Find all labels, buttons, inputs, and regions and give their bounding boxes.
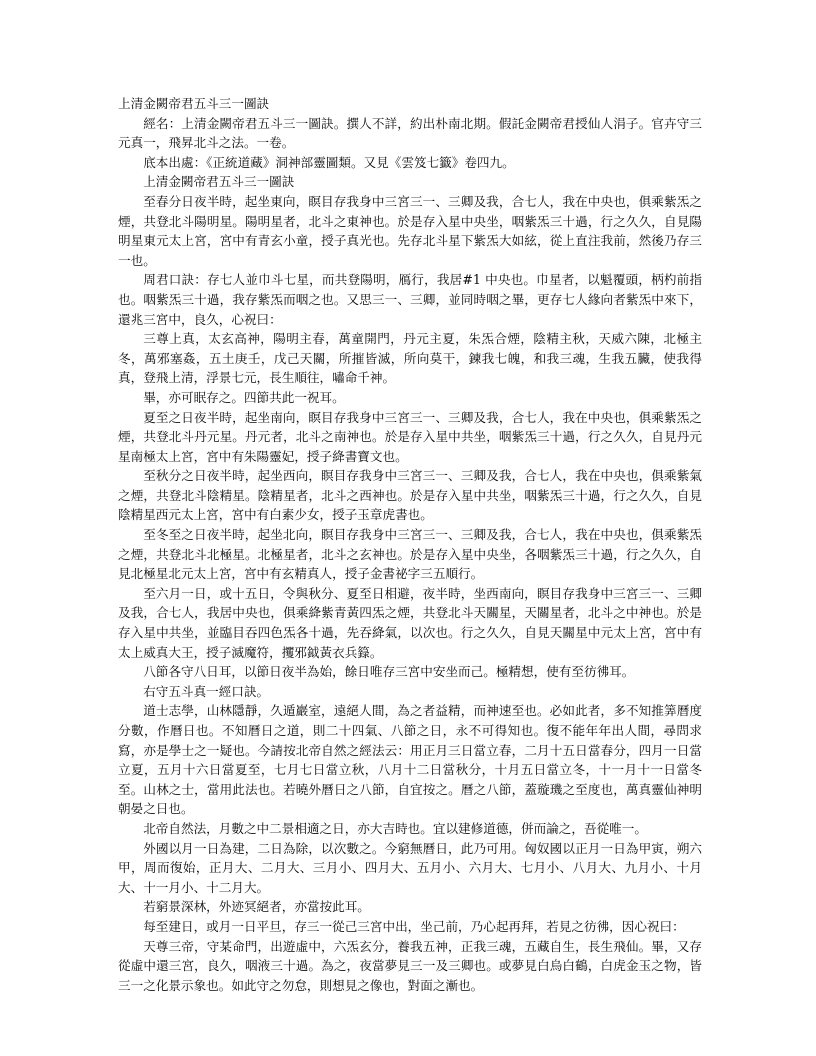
paragraph-zhou-jun-oral-formula: 周君口訣：存七人並巾斗七星，而共登陽明，鴈行，我居#1 中央也。巾星者，以魁覆頭，柄杓前指也。咽紫炁三十過，我存紫炁而咽之也。又思三一、三卿，並同時咽之畢，更存七人緣向者紫炁中來下，還兆三宮中，良久，心祝曰： bbox=[118, 272, 702, 327]
paragraph-scripture-colophon: 右守五斗真一經口訣。 bbox=[143, 683, 270, 699]
paragraph-eight-nodes-note: 八節各守八日耳，以節日夜半為始，餘日唯存三宮中安坐而己。極精想，使有至彷彿耳。 bbox=[143, 664, 635, 680]
paragraph-inner-title: 上清金闕帝君五斗三一圖訣 bbox=[143, 174, 295, 190]
paragraph-spring-equinox-rite: 至春分日夜半時，起坐東向，瞑目存我身中三宮三一、三卿及我，合七人，我在中央也，俱乘紫炁之煙，共登北斗陽明星。陽明星者，北斗之東神也。於是存入星中央坐，咽紫炁三十過，行之久久，自見陽明星東元太上宮，宮中有青玄小童，授子真光也。先存北斗星下紫炁大如絃，從上直注我前，然後乃存三一也。 bbox=[118, 193, 702, 268]
paragraph-final-invocation: 天尊三帝，守某命門，出遊虛中，六炁玄分，養我五神，正我三魂，五藏自生，長生飛仙。畢，又存從虛中還三宮，良久，咽液三十過。為之，夜當夢見三一及三卿也。或夢見白烏白鶴，白虎金玉之物，皆三一之化景示象也。如此守之勿怠，則想見之像也，對面之漸也。 bbox=[118, 938, 702, 993]
paragraph-autumn-equinox-rite: 至秋分之日夜半時，起坐西向，瞑目存我身中三宮三一、三卿及我，合七人，我在中央也，俱乘紫氣之煙，共登北斗陰精星。陰精星者，北斗之西神也。於是存入星中共坐，咽紫炁三十過，行之久久，自見陰精星西元太上宮，宮中有白素少女，授子玉章虎書也。 bbox=[118, 468, 702, 523]
paragraph-scripture-name: 經名：上清金闕帝君五斗三一圖訣。撰人不詳，約出朴南北期。假託金闕帝君授仙人涓子。官卉守三元真一，飛昇北斗之法。一卷。 bbox=[118, 115, 702, 151]
paragraph-calendar-method: 道士志學，山林隱靜，久遁巖室，遠絕人間，為之者益精，而神速至也。必如此者，多不知推筭曆度分數，作曆日也。不知曆日之道，則二十四氣、八節之日，永不可得知也。復不能年年出人間，尋問求寫，亦是學士之一疑也。今請按北帝自然之經法云：用正月三日當立春，二月十五日當春分，四月一日當立夏，五月十六日當夏至，七月七日當立秋，八月十二日當秋分，十月五日當立冬，十一月十一日當冬至。山林之士，當用此法也。若曉外曆日之八節，自宜按之。曆之八節，蓋璇璣之至度也，萬真靈仙神明朝晏之日也。 bbox=[118, 703, 702, 817]
paragraph-source-edition: 底本出處：《正統道藏》洞神部靈圖類。又見《雲笈七籤》卷四九。 bbox=[143, 154, 515, 170]
paragraph-winter-solstice-rite: 至冬至之日夜半時，起坐北向，瞑目存我身中三宮三一、三卿及我，合七人，我在中央也，俱乘紫炁之煙，共登北斗北極星。北極星者，北斗之玄神也。於是存入星中央坐，各咽紫炁三十過，行之久久，自見北極星北元太上宮，宮中有玄精真人，授子金書祕字三五順行。 bbox=[118, 527, 702, 582]
paragraph-beidi-natural-law: 北帝自然法，月數之中二景相適之日，亦大吉時也。宜以建修道德，併而論之，吾從唯一。 bbox=[143, 820, 647, 836]
paragraph-foreign-calendar: 外國以月一日為建，二日為除，以次數之。今窮無曆日，此乃可用。匈奴國以正月一日為甲寅，朔六甲，周而復始，正月大、二月大、三月小、四月大、五月小、六月大、七月小、八月大、九月小、十月大、十一月小、十二月大。 bbox=[118, 840, 702, 895]
paragraph-invocation-verse: 三尊上真，太玄高神，陽明主春，萬童開門，丹元主夏，朱炁合煙，陰精主秋，天威六陳，北極主冬，萬邪塞姦，五土庚壬，戊己天關，所摧皆滅，所向莫干，鍊我七魄，和我三魂，生我五臟，使我得真，登飛上清，浮景七元，長生順往，嘯命千神。 bbox=[118, 331, 702, 386]
paragraph-completion-note: 畢，亦可眠存之。四節共此一祝耳。 bbox=[143, 389, 345, 405]
document-title: 上清金闕帝君五斗三一圖訣 bbox=[118, 96, 270, 111]
paragraph-deep-forest-note: 若窮景深林，外迹冥絕者，亦當按此耳。 bbox=[143, 899, 370, 915]
paragraph-jianri-practice: 每至建日，或月一日平旦，存三一從己三宮中出，坐己前，乃心起再拜，若見之彷彿，因心祝曰： bbox=[143, 918, 685, 934]
paragraph-summer-solstice-rite: 夏至之日夜半時，起坐南向，瞑目存我身中三宮三一、三卿及我，合七人，我在中央也，俱乘紫炁之煙，共登北斗丹元星。丹元者，北斗之南神也。於是存入星中共坐，咽紫炁三十過，行之久久，自見丹元星南極太上宮，宮中有朱陽靈妃，授子絳書寶文也。 bbox=[118, 409, 702, 464]
document-text-column bbox=[118, 94, 702, 995]
paragraph-sixth-month-rite: 至六月一日，或十五日，令與秋分、夏至日相避，夜半時，坐西南向，瞑目存我身中三宮三一、三卿及我，合七人，我居中央也，俱乘絳紫青黃四炁之煙，共登北斗天關星，天關星者，北斗之中神也。於是存入星中共坐，並臨目吞四色炁各十過，先吞絳氣，以次也。行之久久，自見天關星中元太上宮，宮中有太上威真大王，授子滅魔符，攫邪鉞黃衣兵籙。 bbox=[118, 585, 702, 660]
